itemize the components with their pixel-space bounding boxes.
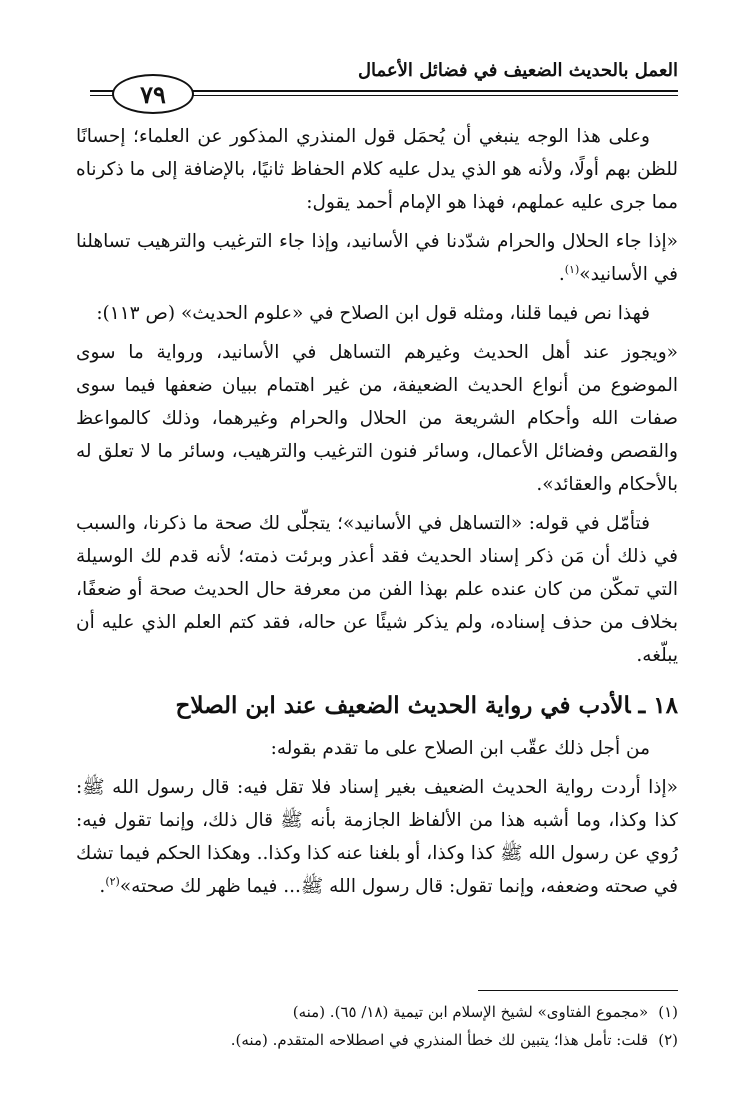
footnote-number: (١) xyxy=(658,1003,678,1021)
footnote-text: قلت: تأمل هذا؛ يتبين لك خطأ المنذري في اصطلاحه المتقدم. (منه). xyxy=(230,1031,649,1049)
footnote-ref: (٢) xyxy=(105,874,120,888)
sentence-end: . xyxy=(99,876,106,897)
page-number-badge xyxy=(112,74,194,114)
quote-paragraph xyxy=(76,771,678,903)
section-number: ١٨ ـ xyxy=(638,692,678,719)
footnote-text: «مجموع الفتاوى» لشيخ الإسلام ابن تيمية (١٨/ ٦٥). (منه) xyxy=(292,1003,649,1021)
footnote xyxy=(76,998,678,1026)
footnotes xyxy=(76,998,678,1054)
paragraph: فهذا نص فيما قلنا، ومثله قول ابن الصلاح في «علوم الحديث» (ص ١١٣): xyxy=(96,303,650,324)
quote-paragraph xyxy=(76,225,678,291)
paragraph: وعلى هذا الوجه ينبغي أن يُحمَل قول المنذري المذكور عن العلماء؛ إحسانًا للظن بهم أولًا، ولأنه هو الذي يدل عليه كلام الحفاظ ثانيًا، بالإضافة إلى ما ذكرناه مما جرى عليه عملهم، فهذا هو الإمام أحمد يقول: xyxy=(76,126,678,213)
footnote-number: (٢) xyxy=(658,1031,678,1049)
quote-text: «إذا جاء الحلال والحرام شدّدنا في الأسانيد، وإذا جاء الترغيب والترهيب تساهلنا في الأسانيد» xyxy=(76,231,678,285)
quote-text: «إذا أردت رواية الحديث الضعيف بغير إسناد فلا تقل فيه: قال رسول الله ﷺ: كذا وكذا، وما أشبه هذا من الألفاظ الجازمة بأنه ﷺ قال ذلك، وإنما تقول فيه: رُوي عن رسول الله ﷺ كذا وكذا، أو بلغنا عنه كذا وكذا.. وهكذا الحكم فيما تشك في صحته وضعفه، وإنما تقول: قال رسول الله ﷺ... فيما ظهر لك صحته» xyxy=(76,777,678,897)
footnote-separator xyxy=(478,990,678,991)
body-text xyxy=(76,120,678,909)
footnote xyxy=(76,1026,678,1054)
footnote-ref: (١) xyxy=(564,262,580,276)
running-title: العمل بالحديث الضعيف في فضائل الأعمال xyxy=(357,60,678,81)
page-number: ٧٩ xyxy=(140,79,166,109)
section-heading xyxy=(76,686,678,726)
section-title: الأدب في رواية الحديث الضعيف عند ابن الصلاح xyxy=(175,692,631,719)
paragraph: فتأمّل في قوله: «التساهل في الأسانيد»؛ يتجلّى لك صحة ما ذكرنا، والسبب في ذلك أن مَن ذكر إسناد الحديث فقد أعذر وبرئت ذمته؛ لأنه قدم لك الوسيلة التي تمكّن من كان عنده علم بهذا الفن من معرفة حال الحديث صحة أو ضعفًا، بخلاف من حذف إسناده، ولم يذكر شيئًا عن حاله، فقد كتم العلم الذي عليه أن يبلّغه. xyxy=(76,513,678,666)
sentence-end: . xyxy=(558,264,565,285)
paragraph: من أجل ذلك عقّب ابن الصلاح على ما تقدم بقوله: xyxy=(270,738,650,759)
quote-paragraph: «ويجوز عند أهل الحديث وغيرهم التساهل في الأسانيد، ورواية ما سوى الموضوع من أنواع الحديث الضعيفة، من غير اهتمام ببيان ضعفها فيما سوى صفات الله وأحكام الشريعة من الحلال والحرام وغيرهما، وذلك كالمواعظ والقصص وفضائل الأعمال، وسائر فنون الترغيب والترهيب، وسائر ما لا تعلق له بالأحكام والعقائد». xyxy=(76,342,678,495)
